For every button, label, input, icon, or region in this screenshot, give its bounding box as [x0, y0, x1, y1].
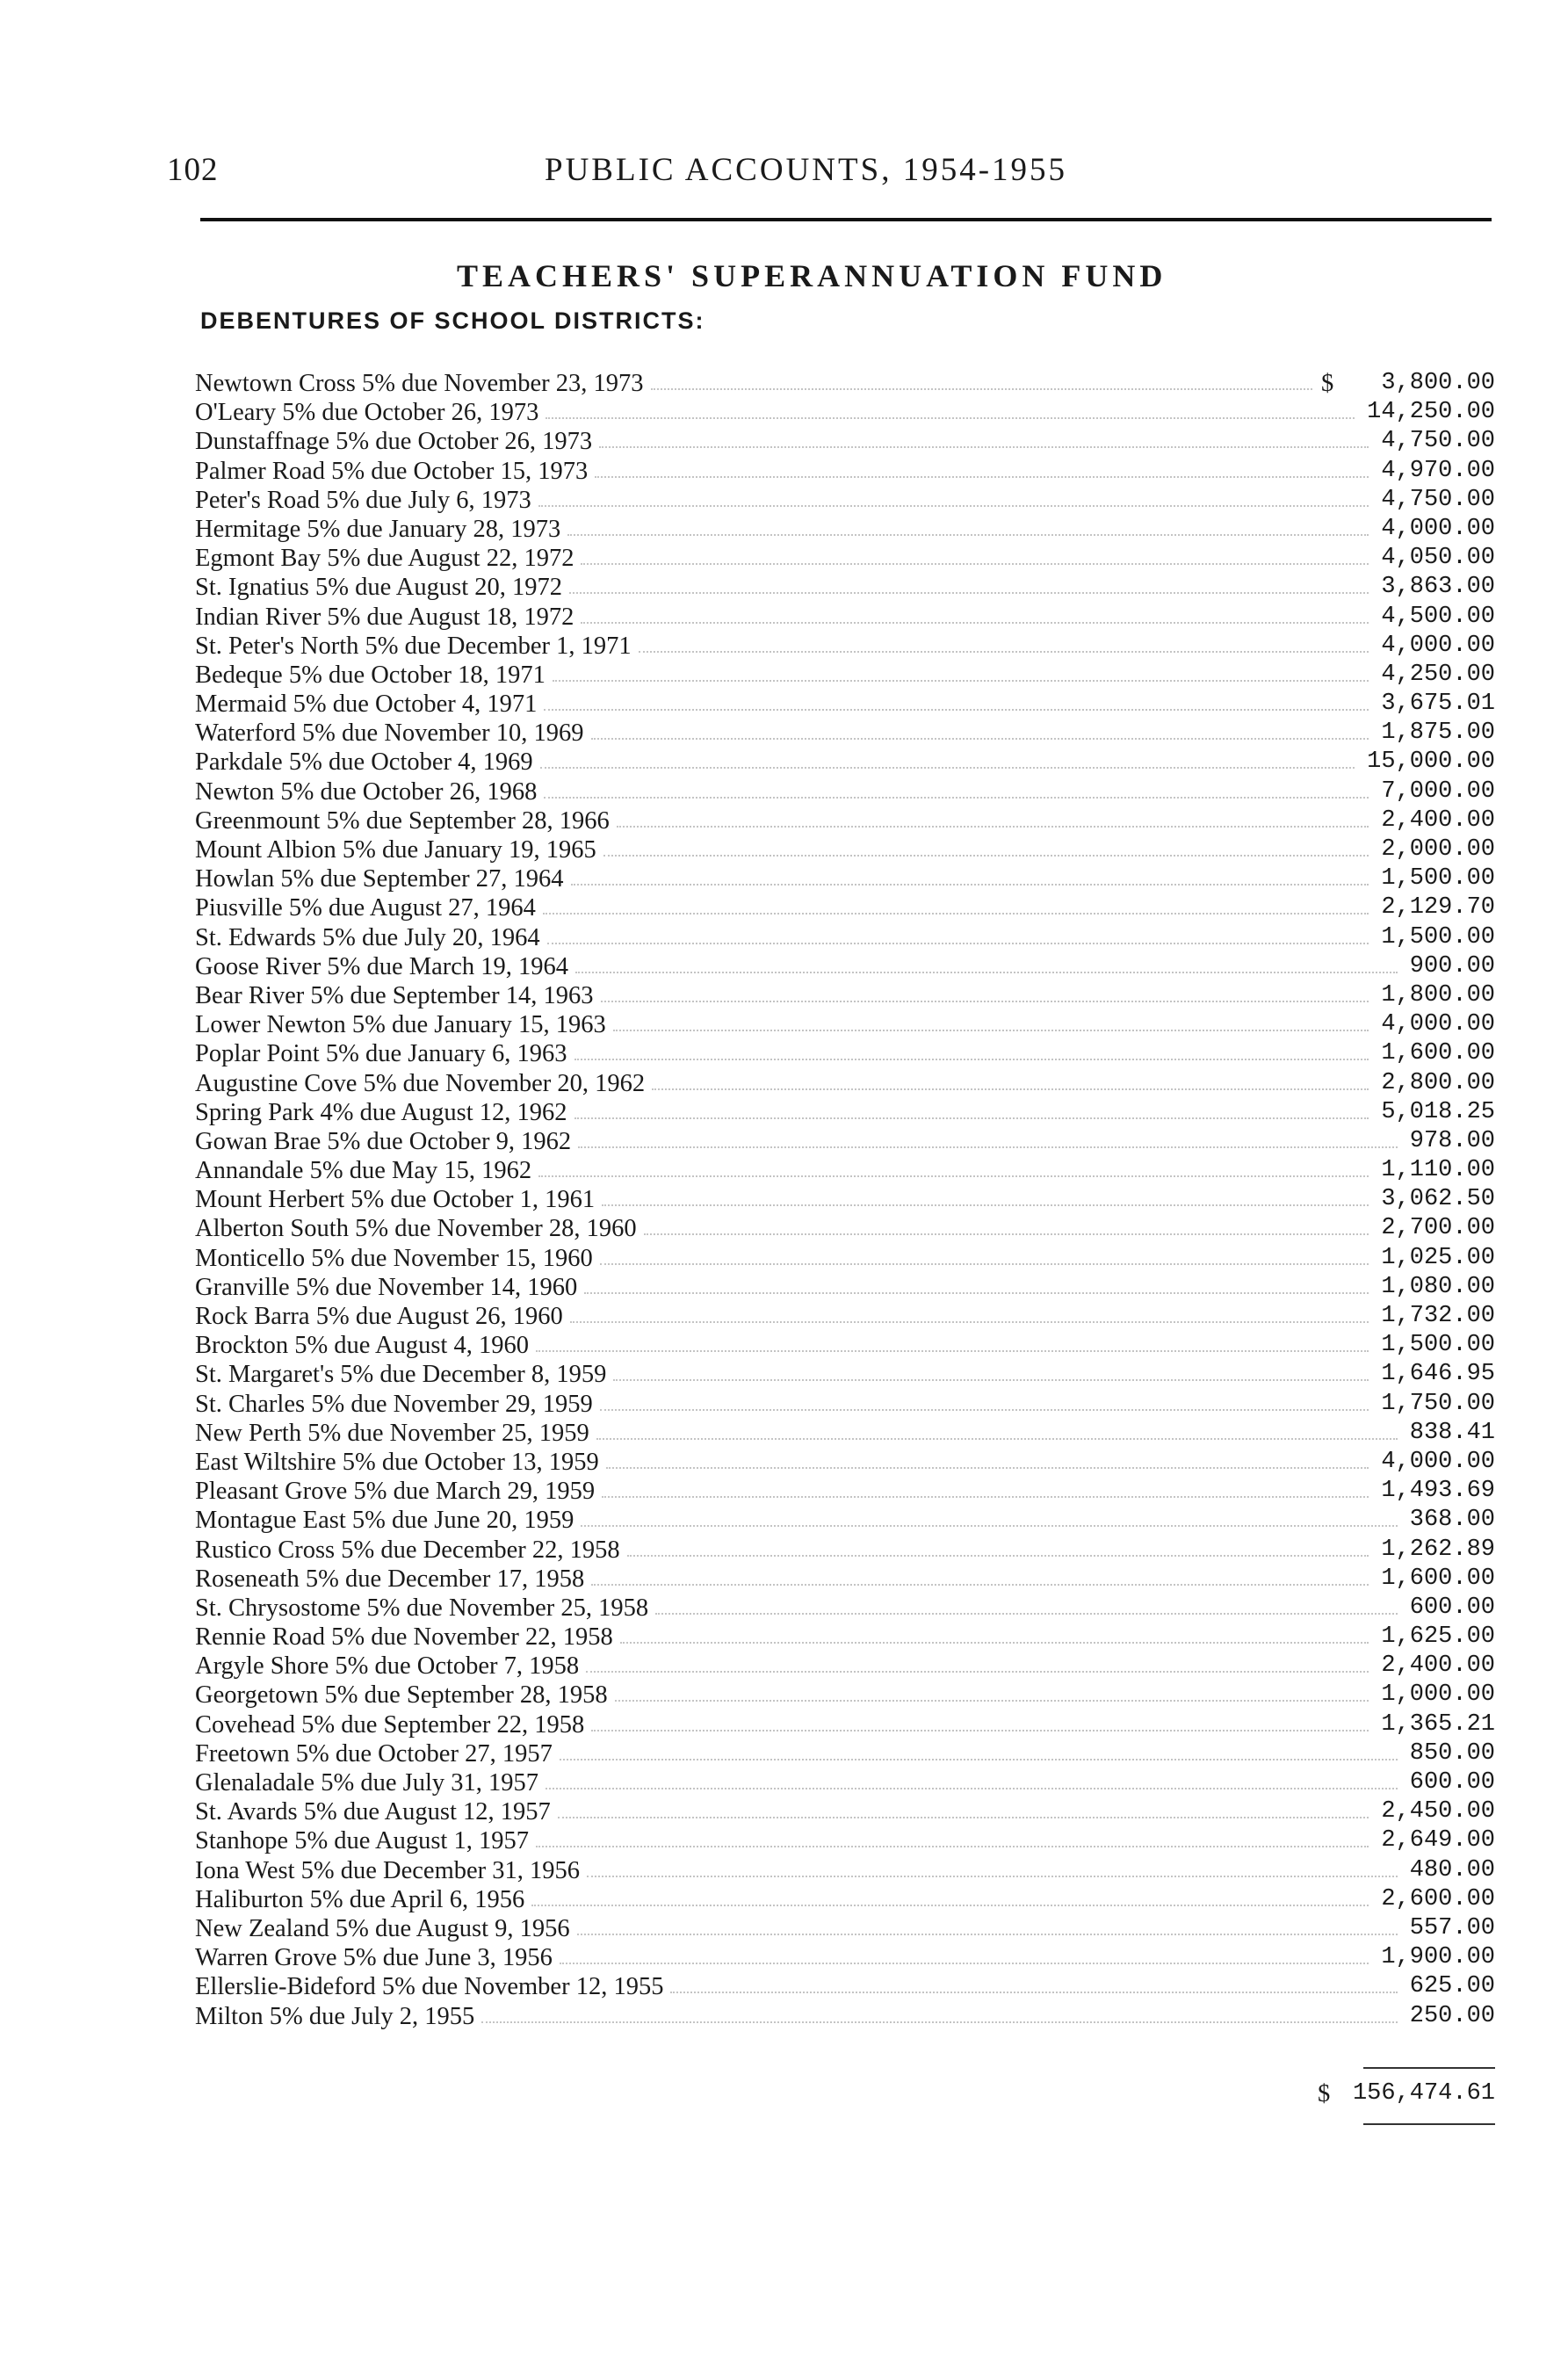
list-item: [195, 661, 1495, 690]
dot-leader: [602, 1496, 1369, 1498]
list-item: [195, 544, 1495, 573]
dot-leader: [652, 1088, 1369, 1090]
entry-amount: 2,450.00: [1381, 1798, 1495, 1825]
list-item: [195, 2002, 1495, 2031]
entry-amount: 15,000.00: [1367, 748, 1495, 776]
entry-amount: 1,365.21: [1381, 1710, 1495, 1738]
list-item: [195, 603, 1495, 632]
dot-leader: [617, 826, 1369, 828]
entry-description: Covehead 5% due September 22, 1958: [195, 1710, 585, 1739]
dot-leader: [581, 563, 1369, 565]
list-item: [195, 835, 1495, 864]
entry-amount: 4,000.00: [1381, 632, 1495, 659]
list-item: [195, 1652, 1495, 1681]
entry-amount: 1,875.00: [1381, 719, 1495, 747]
entry-description: Greenmount 5% due September 28, 1966: [195, 806, 610, 835]
entry-amount: 4,750.00: [1381, 428, 1495, 455]
dot-leader: [587, 1876, 1398, 1877]
list-item: [195, 748, 1495, 777]
entry-amount: 3,675.01: [1381, 690, 1495, 718]
entry-amount: 1,493.69: [1381, 1478, 1495, 1505]
dot-leader: [577, 1934, 1398, 1935]
entry-amount: 978.00: [1409, 1127, 1495, 1154]
entry-description: Granville 5% due November 14, 1960: [195, 1273, 578, 1301]
list-item: [195, 486, 1495, 515]
entry-amount: 1,500.00: [1381, 1332, 1495, 1359]
entry-description: Spring Park 4% due August 12, 1962: [195, 1098, 567, 1126]
entry-description: New Perth 5% due November 25, 1959: [195, 1419, 589, 1447]
entry-description: Alberton South 5% due November 28, 1960: [195, 1215, 637, 1243]
dot-leader: [595, 476, 1369, 478]
list-item: [195, 1360, 1495, 1389]
entry-description: Augustine Cove 5% due November 20, 1962: [195, 1069, 646, 1097]
total-underline: [1363, 2123, 1495, 2125]
page-header: [167, 151, 1502, 195]
list-item: [195, 1302, 1495, 1331]
list-item: [195, 893, 1495, 922]
dot-leader: [481, 2021, 1398, 2023]
dot-leader: [600, 1409, 1369, 1411]
list-item: [195, 806, 1495, 835]
dot-leader: [536, 1846, 1369, 1847]
entry-description: St. Charles 5% due November 29, 1959: [195, 1390, 593, 1418]
entry-amount: 600.00: [1409, 1594, 1495, 1621]
dot-leader: [567, 534, 1369, 536]
dot-leader: [599, 446, 1369, 448]
list-item: [195, 1477, 1495, 1506]
entry-amount: 1,750.00: [1381, 1390, 1495, 1417]
entry-description: Indian River 5% due August 18, 1972: [195, 603, 574, 631]
entry-amount: 4,050.00: [1381, 545, 1495, 572]
dot-leader: [591, 1584, 1369, 1586]
entry-description: Ellerslie-Bideford 5% due November 12, 1955: [195, 1973, 664, 2001]
entry-amount: 4,970.00: [1381, 457, 1495, 484]
dot-leader: [602, 1204, 1369, 1206]
entry-description: Milton 5% due July 2, 1955: [195, 2002, 475, 2030]
entry-amount: 4,000.00: [1381, 1448, 1495, 1475]
dot-leader: [606, 1467, 1369, 1469]
list-item: [195, 1594, 1495, 1623]
entry-description: Mount Herbert 5% due October 1, 1961: [195, 1186, 596, 1214]
entry-amount: 2,700.00: [1381, 1215, 1495, 1242]
list-item: [195, 719, 1495, 748]
entry-description: Monticello 5% due November 15, 1960: [195, 1244, 593, 1272]
list-item: [195, 457, 1495, 486]
entry-amount: 1,080.00: [1381, 1273, 1495, 1300]
entry-description: Haliburton 5% due April 6, 1956: [195, 1885, 525, 1913]
dot-leader: [558, 1817, 1369, 1818]
running-title: PUBLIC ACCOUNTS, 1954-1955: [545, 152, 1068, 188]
entry-amount: 1,025.00: [1381, 1244, 1495, 1271]
dot-leader: [601, 1001, 1369, 1002]
section-heading: DEBENTURES OF SCHOOL DISTRICTS:: [200, 307, 705, 334]
entry-description: Poplar Point 5% due January 6, 1963: [195, 1040, 567, 1068]
entry-description: St. Ignatius 5% due August 20, 1972: [195, 574, 562, 602]
entry-amount: 480.00: [1409, 1856, 1495, 1883]
entry-description: Iona West 5% due December 31, 1956: [195, 1856, 581, 1884]
list-item: [195, 1536, 1495, 1565]
entry-description: Mount Albion 5% due January 19, 1965: [195, 836, 596, 864]
entry-amount: 368.00: [1409, 1507, 1495, 1534]
entry-amount: 2,649.00: [1381, 1827, 1495, 1854]
entry-description: Glenaladale 5% due July 31, 1957: [195, 1769, 538, 1796]
total-rule: [1363, 2067, 1495, 2069]
dot-leader: [569, 592, 1369, 594]
list-item: [195, 1506, 1495, 1535]
entry-description: St. Margaret's 5% due December 8, 1959: [195, 1361, 607, 1389]
list-item: [195, 952, 1495, 981]
entry-description: Palmer Road 5% due October 15, 1973: [195, 457, 589, 485]
list-item: [195, 1185, 1495, 1214]
list-item: [195, 1214, 1495, 1243]
dot-leader: [538, 1175, 1369, 1177]
entry-description: Dunstaffnage 5% due October 26, 1973: [195, 428, 593, 456]
entry-description: St. Avards 5% due August 12, 1957: [195, 1798, 551, 1826]
fund-title: TEACHERS' SUPERANNUATION FUND: [457, 258, 1167, 293]
entry-amount: 1,500.00: [1381, 865, 1495, 893]
dot-leader: [560, 1759, 1398, 1760]
dot-leader: [584, 1292, 1369, 1294]
list-item: [195, 1098, 1495, 1127]
list-item: [195, 1010, 1495, 1039]
list-item: [195, 690, 1495, 719]
dot-leader: [613, 1379, 1369, 1381]
entry-amount: 2,400.00: [1381, 1652, 1495, 1680]
list-item: [195, 1331, 1495, 1360]
entry-amount: 4,750.00: [1381, 486, 1495, 513]
entry-description: Lower Newton 5% due January 15, 1963: [195, 1011, 606, 1039]
list-item: [195, 1710, 1495, 1739]
header-rule: [200, 218, 1492, 221]
list-item: [195, 1623, 1495, 1652]
entry-description: St. Edwards 5% due July 20, 1964: [195, 923, 540, 951]
entry-amount: 1,110.00: [1381, 1157, 1495, 1184]
list-item: [195, 1069, 1495, 1098]
entry-amount: 3,863.00: [1381, 574, 1495, 601]
entry-description: Brockton 5% due August 4, 1960: [195, 1332, 529, 1360]
list-item: [195, 1739, 1495, 1768]
dot-leader: [546, 1788, 1398, 1789]
list-item: [195, 1797, 1495, 1826]
entry-amount: 4,000.00: [1381, 515, 1495, 542]
list-item: [195, 1565, 1495, 1594]
entry-description: East Wiltshire 5% due October 13, 1959: [195, 1448, 599, 1476]
dot-leader: [538, 505, 1369, 507]
dot-leader: [547, 943, 1369, 944]
currency-symbol: $: [1321, 370, 1334, 397]
entry-description: Argyle Shore 5% due October 7, 1958: [195, 1652, 580, 1681]
entry-description: Newton 5% due October 26, 1968: [195, 777, 538, 806]
entry-amount: 2,600.00: [1381, 1885, 1495, 1912]
entry-description: Bear River 5% due September 14, 1963: [195, 981, 594, 1009]
entry-description: St. Peter's North 5% due December 1, 1971: [195, 632, 632, 660]
entry-amount: 625.00: [1409, 1973, 1495, 2000]
list-item: [195, 1943, 1495, 1972]
dot-leader: [531, 1905, 1369, 1906]
list-item: [195, 1681, 1495, 1710]
dot-leader: [581, 622, 1369, 624]
entry-description: Rustico Cross 5% due December 22, 1958: [195, 1536, 620, 1564]
list-item: [195, 1826, 1495, 1855]
entry-amount: 1,000.00: [1381, 1681, 1495, 1709]
total-currency-symbol: $: [1318, 2080, 1331, 2107]
list-item: [195, 981, 1495, 1010]
entry-description: Newtown Cross 5% due November 23, 1973: [195, 370, 644, 397]
list-item: [195, 1273, 1495, 1302]
entry-description: St. Chrysostome 5% due November 25, 1958: [195, 1594, 649, 1622]
entry-description: Rennie Road 5% due November 22, 1958: [195, 1623, 613, 1652]
entry-description: O'Leary 5% due October 26, 1973: [195, 399, 539, 427]
dot-leader: [581, 1525, 1398, 1527]
entry-description: Roseneath 5% due December 17, 1958: [195, 1565, 585, 1593]
entry-amount: 1,262.89: [1381, 1536, 1495, 1563]
dot-leader: [575, 972, 1398, 973]
dot-leader: [540, 767, 1355, 769]
entry-amount: 2,800.00: [1381, 1069, 1495, 1096]
dot-leader: [670, 1992, 1398, 1993]
entry-amount: 2,129.70: [1381, 894, 1495, 922]
list-item: [195, 1856, 1495, 1885]
entry-amount: 3,800.00: [1381, 370, 1495, 396]
entry-amount: 600.00: [1409, 1769, 1495, 1796]
entry-amount: 4,250.00: [1381, 661, 1495, 688]
list-item: [195, 515, 1495, 544]
dot-leader: [627, 1555, 1369, 1557]
list-item: [195, 1127, 1495, 1156]
dot-leader: [651, 388, 1312, 390]
entry-amount: 4,500.00: [1381, 603, 1495, 630]
entry-description: Freetown 5% due October 27, 1957: [195, 1739, 553, 1768]
dot-leader: [574, 1117, 1369, 1119]
list-item: [195, 1156, 1495, 1185]
entry-amount: 1,900.00: [1381, 1944, 1495, 1971]
dot-leader: [596, 1438, 1398, 1440]
dot-leader: [544, 797, 1369, 799]
entry-description: Stanhope 5% due August 1, 1957: [195, 1827, 529, 1855]
list-item: [195, 632, 1495, 661]
total-row: [1318, 2080, 1495, 2115]
list-item: [195, 864, 1495, 893]
entry-amount: 1,500.00: [1381, 923, 1495, 951]
entry-description: Hermitage 5% due January 28, 1973: [195, 515, 561, 543]
dot-leader: [586, 1671, 1369, 1673]
entry-description: Warren Grove 5% due June 3, 1956: [195, 1944, 553, 1972]
dot-leader: [544, 709, 1369, 711]
list-item: [195, 777, 1495, 806]
dot-leader: [571, 884, 1369, 886]
entry-description: Peter's Road 5% due July 6, 1973: [195, 486, 531, 514]
total-amount: 156,474.61: [1352, 2080, 1495, 2107]
entry-amount: 4,000.00: [1381, 1011, 1495, 1038]
list-item: [195, 398, 1495, 427]
list-item: [195, 1390, 1495, 1419]
entry-amount: 1,625.00: [1381, 1623, 1495, 1651]
entry-amount: 1,732.00: [1381, 1303, 1495, 1329]
entry-description: Pleasant Grove 5% due March 29, 1959: [195, 1478, 596, 1506]
dot-leader: [655, 1613, 1398, 1615]
dot-leader: [536, 1350, 1369, 1352]
entry-amount: 850.00: [1409, 1739, 1495, 1767]
dot-leader: [620, 1642, 1369, 1644]
list-item: [195, 573, 1495, 602]
debenture-list: [195, 369, 1495, 2031]
dot-leader: [560, 1963, 1369, 1964]
dot-leader: [613, 1030, 1369, 1031]
dot-leader: [600, 1263, 1369, 1265]
dot-leader: [543, 913, 1369, 915]
list-item: [195, 1972, 1495, 2001]
entry-amount: 14,250.00: [1367, 399, 1495, 426]
entry-amount: 1,646.95: [1381, 1361, 1495, 1388]
entry-description: Piusville 5% due August 27, 1964: [195, 894, 536, 922]
list-item: [195, 923, 1495, 952]
page-number: 102: [167, 152, 219, 188]
entry-amount: 5,018.25: [1381, 1098, 1495, 1125]
dot-leader: [546, 417, 1355, 419]
entry-description: Howlan 5% due September 27, 1964: [195, 865, 564, 893]
list-item: [195, 427, 1495, 456]
entry-amount: 2,000.00: [1381, 836, 1495, 863]
entry-amount: 250.00: [1409, 2002, 1495, 2029]
list-item: [195, 1448, 1495, 1477]
dot-leader: [615, 1700, 1369, 1702]
entry-description: Gowan Brae 5% due October 9, 1962: [195, 1127, 572, 1155]
entry-description: Goose River 5% due March 19, 1964: [195, 952, 569, 980]
entry-description: New Zealand 5% due August 9, 1956: [195, 1914, 570, 1942]
dot-leader: [639, 651, 1369, 653]
list-item: [195, 1885, 1495, 1914]
entry-description: Georgetown 5% due September 28, 1958: [195, 1681, 608, 1710]
list-item: [195, 1914, 1495, 1943]
entry-amount: 7,000.00: [1381, 777, 1495, 805]
entry-amount: 3,062.50: [1381, 1186, 1495, 1213]
entry-description: Rock Barra 5% due August 26, 1960: [195, 1303, 563, 1330]
entry-description: Egmont Bay 5% due August 22, 1972: [195, 545, 574, 573]
dot-leader: [553, 680, 1369, 682]
list-item: [195, 1039, 1495, 1068]
dot-leader: [591, 1730, 1369, 1731]
entry-amount: 1,800.00: [1381, 981, 1495, 1008]
entry-description: Waterford 5% due November 10, 1969: [195, 719, 584, 748]
entry-description: Mermaid 5% due October 4, 1971: [195, 690, 538, 719]
dot-leader: [578, 1146, 1398, 1148]
entry-description: Bedeque 5% due October 18, 1971: [195, 661, 546, 689]
list-item: [195, 1768, 1495, 1797]
list-item: [195, 1244, 1495, 1273]
dot-leader: [603, 855, 1369, 857]
entry-amount: 1,600.00: [1381, 1565, 1495, 1592]
list-item: [195, 1419, 1495, 1448]
dot-leader: [574, 1059, 1369, 1060]
list-item: [195, 369, 1495, 398]
entry-amount: 1,600.00: [1381, 1040, 1495, 1067]
entry-description: Annandale 5% due May 15, 1962: [195, 1157, 532, 1185]
entry-description: Parkdale 5% due October 4, 1969: [195, 748, 533, 777]
entry-amount: 2,400.00: [1381, 806, 1495, 834]
entry-amount: 900.00: [1409, 952, 1495, 980]
entry-description: Montague East 5% due June 20, 1959: [195, 1507, 574, 1535]
dot-leader: [591, 738, 1369, 740]
entry-amount: 838.41: [1409, 1419, 1495, 1446]
dot-leader: [644, 1233, 1369, 1235]
entry-amount: 557.00: [1409, 1914, 1495, 1941]
dot-leader: [570, 1321, 1369, 1323]
